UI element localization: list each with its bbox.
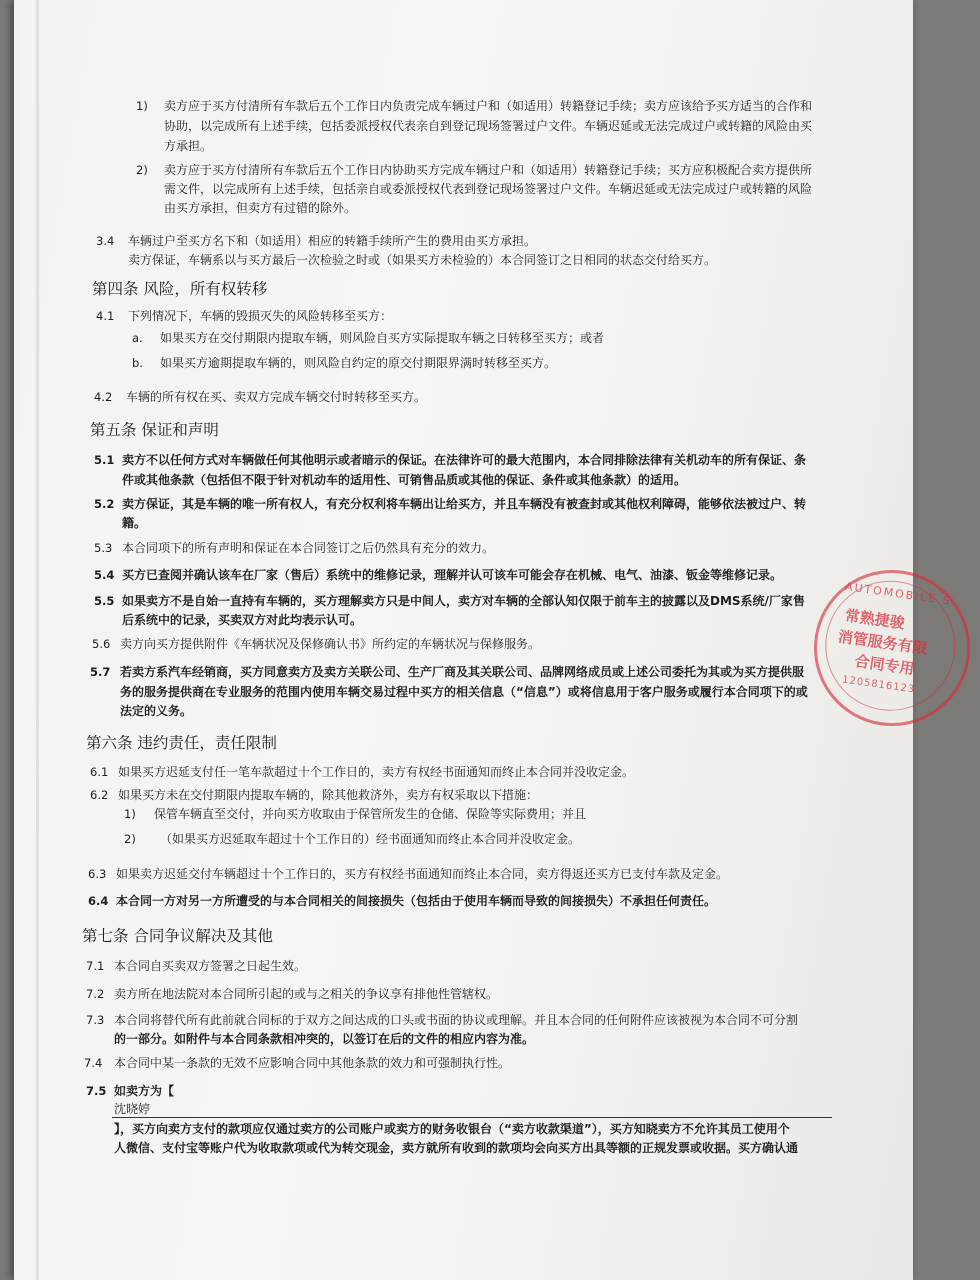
clause-4-1-number: 4.1 <box>96 309 115 323</box>
clause-5-5-line: 后系统中的记录，买卖双方对此均表示认可。 <box>122 613 363 627</box>
clause-5-3-text: 本合同项下的所有声明和保证在本合同签订之后仍然具有充分的效力。 <box>122 541 495 555</box>
clause-7-3-line: 的一部分。如附件与本合同条款相冲突的，以签订在后的文件的相应内容为准。 <box>114 1032 535 1046</box>
clause-4-1b-number: b. <box>132 356 143 370</box>
clause-3-3-2-line: 需文件，以完成所有上述手续，包括亲自或委派授权代表到登记现场签署过户文件。车辆迟延或无法完成过户或转籍的风险 <box>164 182 813 196</box>
clause-6-4-text: 本合同一方对另一方所遭受的与本合同相关的间接损失（包括由于使用车辆而导致的间接损失）不承担任何责任。 <box>116 894 717 908</box>
seal-text: AUTOMOBILE S <box>844 579 953 608</box>
clause-7-1-number: 7.1 <box>86 959 105 973</box>
seal-text: 合同专用 <box>853 652 916 679</box>
clause-5-6-number: 5.6 <box>92 637 111 651</box>
seal-text: 常熟捷骏 <box>843 606 906 633</box>
clause-5-7-line: 若卖方系汽车经销商，买方同意卖方及卖方关联公司、生产厂商及其关联公司、品牌网络成员或上述公司委托为其或为买方提供服 <box>120 665 805 679</box>
clause-3-4-line: 车辆过户至买方名下和（如适用）相应的转籍手续所产生的费用由买方承担。 <box>128 234 537 248</box>
clause-5-5-line: 如果卖方不是自始一直持有车辆的，买方理解卖方只是中间人，卖方对车辆的全部认知仅限于前车主的披露以及DMS系统/厂家售 <box>122 594 805 608</box>
clause-4-2-text: 车辆的所有权在买、卖双方完成车辆交付时转移至买方。 <box>126 390 427 404</box>
clause-5-6-text: 卖方向买方提供附件《车辆状况及保修确认书》所约定的车辆状况与保修服务。 <box>120 637 541 651</box>
clause-6-2-number: 6.2 <box>90 788 109 802</box>
clause-4-1-text: 下列情况下，车辆的毁损灭失的风险转移至买方： <box>128 309 393 323</box>
clause-7-3-line: 本合同将替代所有此前就合同标的于双方之间达成的口头或书面的协议或理解。并且本合同的任何附件应该被视为本合同不可分割 <box>114 1013 799 1027</box>
clause-6-2-2-number: 2) <box>124 832 136 846</box>
clause-3-4-number: 3.4 <box>96 234 115 248</box>
clause-5-4-text: 买方已查阅并确认该车在厂家（售后）系统中的维修记录，理解并认可该车可能会存在机械、电气、油漆、钣金等维修记录。 <box>122 568 783 582</box>
clause-5-1-line: 卖方不以任何方式对车辆做任何其他明示或者暗示的保证。在法律许可的最大范围内，本合同排除法律有关机动车的所有保证、条 <box>122 453 807 467</box>
clause-7-5-line: 人微信、支付宝等账户代为收取款项或代为转交现金，卖方就所有收到的款项均会向买方出具等额的正规发票或收据。买方确认通 <box>114 1141 799 1155</box>
clause-5-1-number: 5.1 <box>94 453 115 467</box>
clause-6-3-text: 如果卖方迟延交付车辆超过十个工作日的，买方有权经书面通知而终止本合同，卖方得返还买方已支付车款及定金。 <box>116 867 729 881</box>
clause-5-4-number: 5.4 <box>94 568 115 582</box>
clause-6-1-text: 如果买方迟延支付任一笔车款超过十个工作日的，卖方有权经书面通知而终止本合同并没收定金。 <box>118 765 635 779</box>
article-4-heading: 第四条 风险，所有权转移 <box>92 280 268 298</box>
clause-3-3-1-number: 1) <box>136 99 148 113</box>
clause-5-5-number: 5.5 <box>94 594 115 608</box>
clause-3-3-1-line: 协助，以完成所有上述手续，包括委派授权代表亲自到登记现场签署过户文件。车辆迟延或无法完成过户或转籍的风险由买 <box>164 119 813 133</box>
clause-6-2-1-number: 1) <box>124 807 136 821</box>
clause-7-3-number: 7.3 <box>86 1013 105 1027</box>
clause-6-2-text: 如果买方未在交付期限内提取车辆的，除其他救济外，卖方有权采取以下措施： <box>118 788 539 802</box>
clause-7-2-text: 卖方所在地法院对本合同所引起的或与之相关的争议享有排他性管辖权。 <box>114 987 499 1001</box>
seller-name-fill: 沈晓婷 <box>114 1102 151 1116</box>
page-edge-shadow <box>36 0 39 1280</box>
contract-page <box>14 0 953 1280</box>
clause-7-5-text: 如卖方为【 <box>114 1084 175 1098</box>
clause-4-2-number: 4.2 <box>94 390 113 404</box>
clause-7-4-text: 本合同中某一条款的无效不应影响合同中其他条款的效力和可强制执行性。 <box>114 1056 511 1070</box>
clause-6-4-number: 6.4 <box>88 894 109 908</box>
clause-3-3-2-number: 2) <box>136 163 148 177</box>
clause-5-3-number: 5.3 <box>94 541 113 555</box>
seal-text: 1205816123 <box>841 674 916 696</box>
clause-6-1-number: 6.1 <box>90 765 109 779</box>
clause-3-3-2-line: 卖方应于买方付清所有车款后五个工作日内协助买方完成车辆过户和（如适用）转籍登记手续；买方应积极配合卖方提供所 <box>164 163 813 177</box>
article-7-heading: 第七条 合同争议解决及其他 <box>82 927 273 945</box>
company-seal-stamp <box>804 560 980 736</box>
clause-4-1a-number: a. <box>132 331 143 345</box>
clause-7-1-text: 本合同自买卖双方签署之日起生效。 <box>114 959 307 973</box>
clause-5-2-line: 卖方保证，其是车辆的唯一所有权人，有充分权利将车辆出让给买方，并且车辆没有被查封或其他权利障碍，能够依法被过户、转 <box>122 497 807 511</box>
clause-4-1a-text: 如果买方在交付期限内提取车辆，则风险自买方实际提取车辆之日转移至买方；或者 <box>160 331 605 345</box>
clause-4-1b-text: 如果买方逾期提取车辆的，则风险自约定的原交付期限界满时转移至买方。 <box>160 356 557 370</box>
clause-5-1-line: 件或其他条款（包括但不限于针对机动车的适用性、可销售品质或其他的保证、条件或其他条款）的适用。 <box>122 473 687 487</box>
clause-5-2-line: 籍。 <box>122 516 147 530</box>
clause-6-3-number: 6.3 <box>88 867 107 881</box>
clause-3-3-1-line: 方承担。 <box>164 139 213 153</box>
clause-7-5-line: 】，买方向卖方支付的款项应仅通过卖方的公司账户或卖方的财务收银台（“卖方收款渠道”），买方知晓卖方不允许其员工使用个 <box>114 1122 790 1136</box>
clause-7-4-number: 7.4 <box>84 1056 103 1070</box>
clause-7-5-number: 7.5 <box>86 1084 107 1098</box>
clause-6-2-1-text: 保管车辆直至交付，并向买方收取由于保管所发生的仓储、保险等实际费用；并且 <box>154 807 587 821</box>
fill-in-underline <box>112 1117 832 1118</box>
article-5-heading: 第五条 保证和声明 <box>90 421 219 439</box>
clause-5-7-line: 法定的义务。 <box>120 704 193 718</box>
clause-3-3-2-line: 由买方承担，但卖方有过错的除外。 <box>164 201 357 215</box>
clause-3-4-line: 卖方保证，车辆系以与买方最后一次检验之时或（如果买方未检验的）本合同签订之日相同的状态交付给买方。 <box>128 253 717 267</box>
clause-5-2-number: 5.2 <box>94 497 115 511</box>
seal-text: 消管服务有限 <box>836 627 929 658</box>
clause-5-7-number: 5.7 <box>90 665 111 679</box>
clause-3-3-1-line: 卖方应于买方付清所有车款后五个工作日内负责完成车辆过户和（如适用）转籍登记手续；卖方应该给予买方适当的合作和 <box>164 99 813 113</box>
clause-7-2-number: 7.2 <box>86 987 105 1001</box>
clause-5-7-line: 务的服务提供商在专业服务的范围内使用车辆交易过程中买方的相关信息（“信息”）或将信息用于客户服务或履行本合同项下的或 <box>120 685 808 699</box>
article-6-heading: 第六条 违约责任，责任限制 <box>86 734 277 752</box>
clause-6-2-2-text: （如果买方迟延取车超过十个工作日的）经书面通知而终止本合同并没收定金。 <box>160 832 581 846</box>
